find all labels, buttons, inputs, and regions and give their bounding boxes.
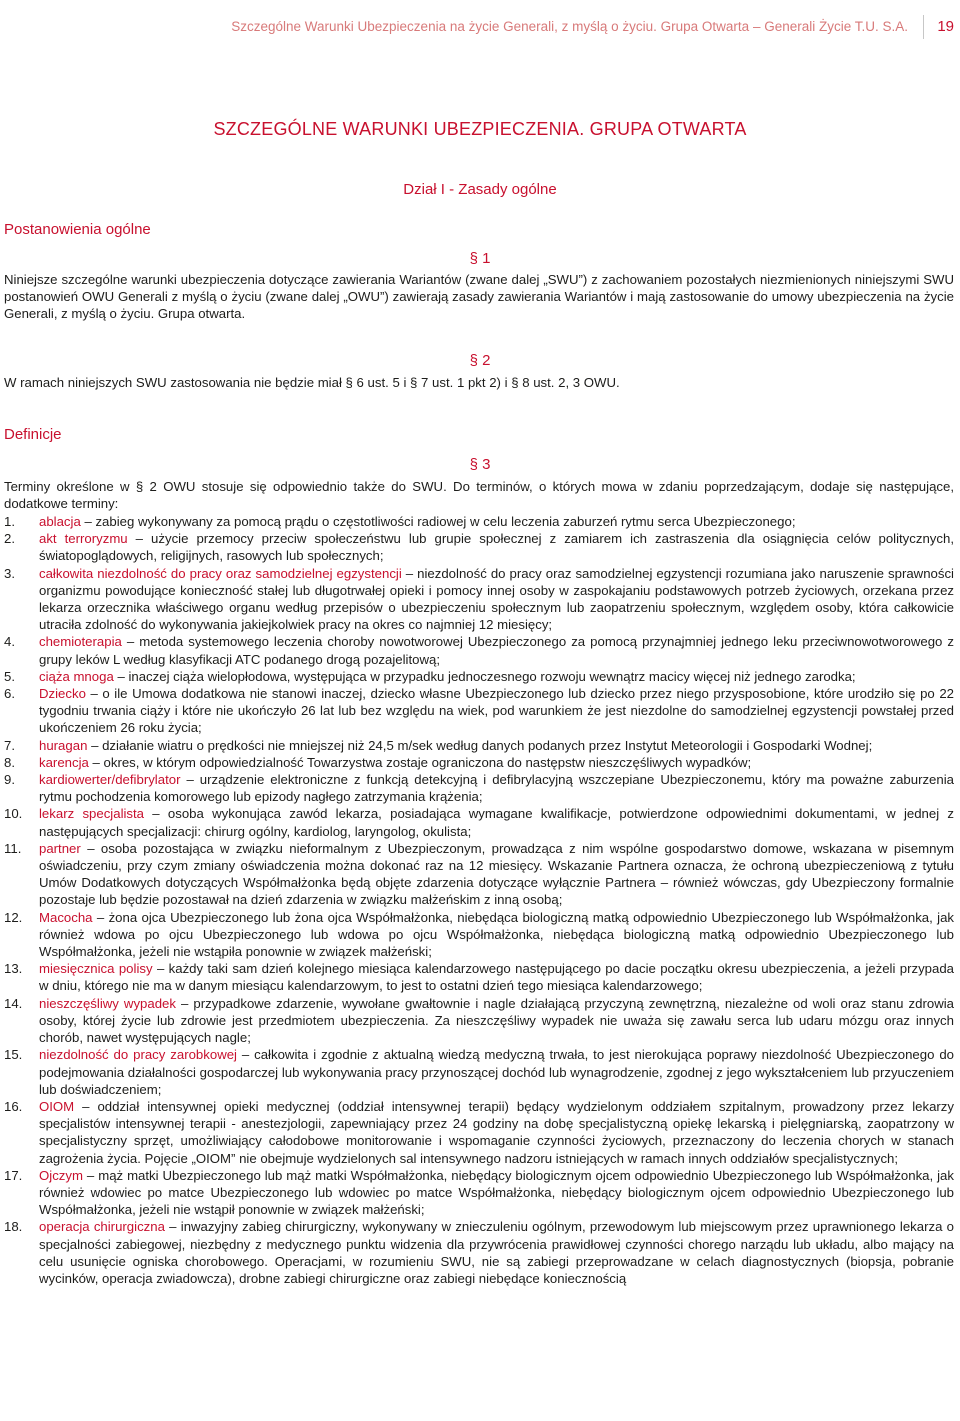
definition-term: niezdolność do pracy zarobkowej [39,1047,237,1063]
definition-number: 11. [4,840,22,856]
definition-term: OIOM [39,1098,75,1114]
definition-text: – metoda systemowego leczenia choroby nowotworowej Ubezpieczonego za pomocą przynajmniej jednego leku przeciwnowotworowego z grupy leków L według klasyfikacji ATC podanego drogą pozajelitową; [39,634,954,667]
definition-text: – użycie przemocy przeciw społeczeństwu lub grupie społecznej z zamiarem ich zastraszenia dla osiągnięcia celów politycznych, światopoglądowych, religijnych, rasowych lub społecznych; [39,531,954,564]
definition-number: 9. [4,772,15,788]
definicje-heading: Definicje [4,426,62,443]
definition-item [4,960,954,994]
definition-item [4,909,954,961]
paragraph-3-mark: § 3 [469,456,491,473]
paragraph-2-mark: § 2 [469,352,491,369]
postanowienia-heading: Postanowienia ogólne [4,221,151,238]
definition-number: 18. [4,1219,23,1235]
definition-term: akt terroryzmu [39,531,128,547]
definition-item [4,754,954,771]
definition-term: miesięcznica polisy [39,961,153,977]
definition-term: huragan [39,737,88,753]
definition-text: – przypadkowe zdarzenie, wywołane gwałtownie i nagle działającą przyczyną zewnętrzną, niezależne od woli oraz stanu zdrowia osoby, której życie lub zdrowie jest przedmiotem ubezpieczenia. Za nieszczęśliwy wypadek nie uważa się zawału serca lub udaru mózgu oraz innych chorób, nawet występujących nagle; [39,995,954,1046]
definition-term: ciąża mnoga [39,668,114,684]
definition-number: 8. [4,754,15,770]
definition-item [4,840,954,909]
definition-text: – o ile Umowa dodatkowa nie stanowi inaczej, dziecko własne Ubezpieczonego lub dziecko przez niego przysposobione, które urodziło się po 22 tygodniu trwania ciąży i które nie ukończyło 26 lat lub bez względu na wiek, pod warunkiem że jest niezdolne do samodzielnej egzystencji powstałej przed ukończeniem 26 roku życia; [39,686,954,736]
paragraph-3-intro: Terminy określone w § 2 OWU stosuje się odpowiednio także do SWU. Do terminów, o których mowa w zdaniu poprzedzającym, dodaje się następujące, dodatkowe terminy: [4,479,954,511]
definition-text: – działanie wiatru o prędkości nie mniejszej niż 24,5 m/sek według danych podanych przez Instytut Meteorologii i Gospodarki Wodnej; [87,737,873,753]
definition-text: – zabieg wykonywany za pomocą prądu o częstotliwości radiowej w celu leczenia zaburzeń rytmu serca Ubezpieczonego; [80,514,796,529]
definition-item [4,737,954,754]
paragraph-2-text: W ramach niniejszych SWU zastosowania nie będzie miał § 6 ust. 5 i § 7 ust. 1 pkt 2) i § 8 ust. 2, 3 OWU. [4,375,620,390]
definition-item [4,685,954,737]
paragraph-1-text: Niniejsze szczególne warunki ubezpieczenia dotyczące zawierania Wariantów (zwane dalej „SWU”) z zachowaniem pozostałych niezmienionych niniejszymi SWU postanowień OWU Generali z myślą o życiu (zwane dalej „OWU”) zawierają zasady zawierania Wariantów i mają zastosowanie do umowy ubezpieczenia na życie Generali, z myślą o życiu. Grupa otwarta. [4,272,954,321]
definition-text: – osoba wykonująca zawód lekarza, posiadająca wymagane kwalifikacje, potwierdzone odpowiednimi dokumentami, w jednej z następujących specjalizacji: chirurg ogólny, kardiolog, laryngolog, okulista; [39,806,955,839]
paragraph-1-mark: § 1 [469,250,491,267]
definition-number: 7. [4,737,15,753]
definition-term: nieszczęśliwy wypadek [39,995,176,1011]
definition-number: 16. [4,1098,23,1114]
definition-number: 14. [4,995,23,1011]
definition-number: 3. [4,565,15,581]
definition-item [4,513,954,530]
definition-number: 12. [4,909,23,925]
definition-number: 15. [4,1047,23,1063]
definition-text: – osoba pozostająca w związku nieformalnym z Ubezpieczonym, prowadząca z nim wspólne gospodarstwo domowe, wskazana w pisemnym oświadczeniu, przy czym zmiany oświadczenia można dokonać raz na 12 miesięcy. Wskazanie Partnera oznacza, że ochroną ubezpieczeniową z tytułu Umów Dodatkowych dotyczących Współmałżonka będą objęte zdarzenia dotyczące wyłącznie Partnera – również wówczas, gdy Ubezpieczony formalnie pozostaje lub będzie pozostawał na dzień zdarzenia w związku małżeńskim z inną osobą; [39,840,954,908]
definition-term: Ojczym [39,1167,83,1183]
definition-item [4,1218,954,1287]
definition-item [4,1098,954,1167]
definition-number: 17. [4,1167,23,1183]
definition-number: 5. [4,668,15,684]
definition-term: karencja [39,754,89,770]
definition-term: kardiowerter/defibrylator [39,772,181,788]
definition-number: 1. [4,514,15,529]
definition-text: – mąż matki Ubezpieczonego lub mąż matki Współmałżonka, niebędący biologicznym ojcem odpowiednio Ubezpieczonego lub Współmałżonka, jak również wdowiec po matce Ubezpieczonego lub wdowiec po matce Współmałżonka, niebędący biologicznym ojcem odpowiednio Ubezpieczonego lub Współmałżonka, jeżeli nie wstąpił ponownie w związek małżeński; [39,1167,954,1218]
definition-number: 13. [4,961,23,977]
definition-text: – żona ojca Ubezpieczonego lub żona ojca Współmałżonka, niebędąca biologiczną matką odpowiednio Ubezpieczonego lub Współmałżonka, jak również wdowa po ojcu Ubezpieczonego lub wdowa po ojcu Współmałżonka, niebędąca biologiczną matką odpowiednio Ubezpieczonego lub Współmałżonka, jeżeli nie wstąpiła ponownie w związek małżeński; [39,909,954,960]
page-number: 19 [937,18,954,35]
definition-term: całkowita niezdolność do pracy oraz samodzielnej egzystencji [39,565,402,581]
definition-term: ablacja [39,514,81,529]
definition-term: chemioterapia [39,634,122,650]
definitions-list [4,513,954,1287]
document-title: SZCZEGÓLNE WARUNKI UBEZPIECZENIA. GRUPA OTWARTA [213,119,747,139]
definition-term: Macocha [39,909,93,925]
definition-text: – urządzenie elektroniczne z funkcją detekcyjną i defibrylacyjną wszczepiane Ubezpieczonemu, który ma poważne zaburzenia rytmu pochodzenia komorowego lub epizody nagłego zatrzymania krążenia; [39,772,954,805]
page-header [0,15,960,41]
definition-item [4,530,954,564]
definition-term: lekarz specjalista [39,806,145,822]
definition-text: – okres, w którym odpowiedzialność Towarzystwa zostaje ograniczona do następstw nieszczęśliwych wypadków; [88,754,752,770]
definition-item [4,668,954,685]
definition-number: 2. [4,531,15,547]
definition-item [4,565,954,634]
definition-item [4,633,954,667]
header-divider [923,15,924,39]
definition-item [4,805,954,839]
definition-text: – inaczej ciąża wielopłodowa, występująca w przypadku jednoczesnego rozwoju wewnątrz macicy więcej niż jednego zarodka; [113,668,856,684]
definition-number: 10. [4,806,23,822]
definition-term: partner [39,840,81,856]
definition-text: – niezdolność do pracy oraz samodzielnej egzystencji rozumiana jako naruszenie sprawności organizmu powodujące konieczność stałej lub długotrwałej opieki i pomocy innej osoby w zaspokajaniu podstawowych potrzeb życiowych, orzekana przez lekarza orzecznika właściwego organu według przepisów o ubezpieczeniu społecznym lub zaopatrzeniu społecznym, względem osoby, która całkowicie utraciła zdolność do wykonywania jakiejkolwiek pracy na okres co najmniej 12 miesięcy; [39,565,954,633]
definition-number: 6. [4,686,15,702]
definition-item [4,771,954,805]
definition-term: operacja chirurgiczna [39,1219,165,1235]
definition-text: – każdy taki sam dzień kolejnego miesiąca kalendarzowego następującego po dacie początku okresu ubezpieczenia, a jeżeli przypada w dniu, którego nie ma w danym miesiącu kalendarzowym, to jest to ostatni dzień tego miesiąca kalendarzowego; [39,961,955,994]
definition-item [4,1046,954,1098]
definition-term: Dziecko [39,686,86,702]
definition-text: – inwazyjny zabieg chirurgiczny, wykonywany w znieczuleniu ogólnym, przewodowym lub miejscowym przez uprawnionego lekarza o specjalności zabiegowej, niezbędny z medycznego punktu widzenia dla przywrócenia prawidłowej czynności chorego narządu lub układu, albo mający na celu usunięcie ogniska chorobowego. Operacjami, w rozumieniu SWU, nie są zabiegi przeprowadzane w celach diagnostycznych (biopsja, pobranie wycinków, operacja zwiadowcza), drobne zabiegi chirurgiczne oraz zabiegi niebędące koniecznością [39,1219,954,1286]
definition-number: 4. [4,634,15,650]
definition-text: – oddział intensywnej opieki medycznej (oddział intensywnej terapii) będący wydzielonym oddziałem szpitalnym, prowadzony przez lekarzy specjalistów intensywnej terapii - anestezjologii, zapewniający przez 24 godziny na dobę specjalistyczną opiekę lekarską i pielęgniarską, zaopatrzony w specjalistyczny sprzęt, umożliwiający całodobowe monitorowanie i wspomaganie czynności życiowych, przeznaczony do leczenia chorych w stanach zagrożenia życia. Pojęcie „OIOM” nie obejmuje wydzielonych sal intensywnego nadzoru istniejących w ramach innych oddziałów specjalistycznych; [39,1098,954,1166]
header-text: Szczególne Warunki Ubezpieczenia na życie Generali, z myślą o życiu. Grupa Otwarta – Generali Życie T.U. S.A. [231,19,908,34]
definition-item [4,995,954,1047]
section-title: Dział I - Zasady ogólne [403,181,557,198]
definition-item [4,1167,954,1219]
definition-text: – całkowita i zgodnie z aktualną wiedzą medyczną trwała, to jest nierokująca poprawy niezdolność Ubezpieczonego do podejmowania działalności gospodarczej lub wykonywania pracy przynoszącej dochód lub wynagrodzenie, zgodnej z jego wykształceniem lub przyuczeniem lub doświadczeniem; [39,1047,954,1097]
